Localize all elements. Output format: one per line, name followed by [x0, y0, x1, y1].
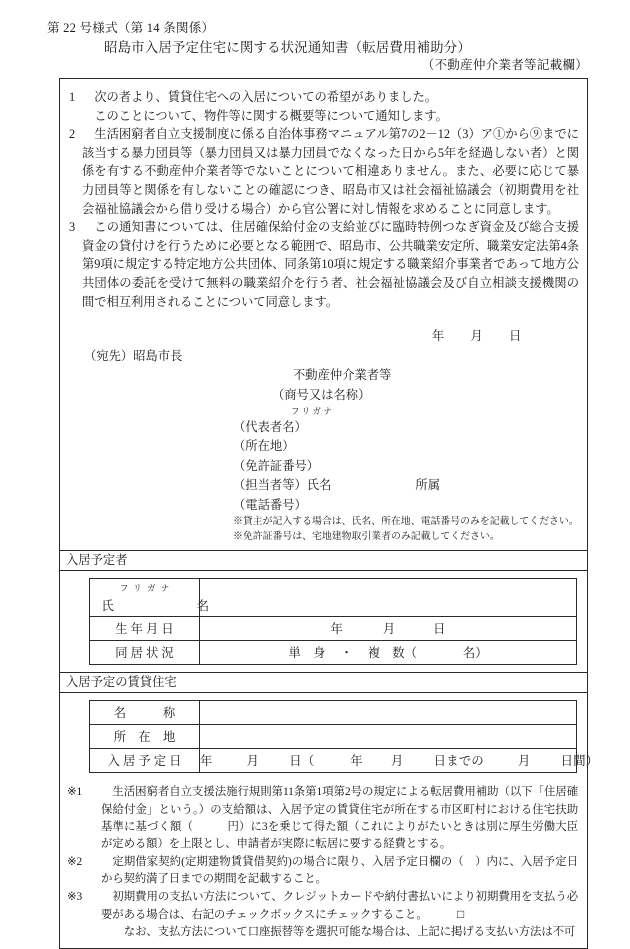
footnote-3	[67, 889, 578, 942]
clause-date-spacer	[60, 311, 587, 327]
living-multi-option[interactable]: 複 数（	[367, 645, 417, 660]
clause-2-text: 生活困窮者自立支援制度に係る自治体事務マニュアル第7の2－12（3）ア①から⑨までに該当する暴力団員等（暴力団員又は暴力団員でなくなった日から5年を経過しない者）と関係を有する不動産仲介業者等でないことについて相違ありません。また、必要に応じて暴力団員等と関係を有しないことの確認につき、昭島市又は社会福祉協議会（初期費用を社会福祉協議会から借り受ける場合）から官公署に対し情報を求めることに同意します。	[82, 127, 579, 216]
agent-rep-label: （代表者名）	[233, 419, 307, 434]
table-row	[90, 725, 577, 749]
movein-until-label: 日までの	[433, 753, 485, 768]
clause-1	[60, 88, 587, 125]
living-separator: ・	[340, 645, 353, 660]
clause-1-line-2: このことについて、物件等に関する概要等について通知します。	[94, 108, 448, 123]
date-line	[60, 327, 587, 346]
resident-name-label-cell	[90, 579, 221, 617]
table-row	[90, 701, 577, 725]
agent-furigana-label: フリガナ	[291, 406, 335, 416]
agent-phone-label: （電話番号）	[233, 497, 307, 512]
section-band-housing: 入居予定の賃貸住宅	[60, 672, 587, 693]
housing-movein-value[interactable]	[200, 749, 599, 773]
clause-1-line-1: 次の者より、賃貸住宅への入居についての希望がありました。	[94, 90, 437, 104]
resident-name-label: 氏 名	[101, 599, 221, 614]
movein-month3-label: 月	[518, 753, 531, 768]
clause-3-number: 3	[69, 220, 76, 235]
resident-living-value[interactable]	[200, 641, 577, 665]
date-month-label: 月	[470, 329, 483, 344]
dob-year-label: 年	[330, 621, 343, 636]
footnote-1	[67, 784, 578, 854]
agent-company-label: （商号又は名称）	[272, 387, 371, 402]
table-row	[90, 749, 577, 773]
housing-table	[89, 700, 599, 773]
dob-day-label: 日	[433, 621, 446, 636]
footnote-1-mark: ※1	[67, 786, 83, 799]
document-title: 昭島市入居予定住宅に関する状況通知書（転居費用補助分）	[104, 40, 471, 55]
clause-1-number: 1	[69, 90, 76, 104]
resident-table	[89, 578, 577, 665]
footnote-2-paragraph: 定期借家契約(定期建物賃貸借契約)の場合に限り、入居予定日欄の（ ）内に、入居予定日から契約満了日までの期間を記載すること。	[101, 855, 578, 886]
movein-month2-label: 月	[391, 753, 404, 768]
dob-month-label: 月	[382, 621, 396, 636]
movein-year-label: 年	[200, 753, 213, 768]
document-subtitle: （不動産仲介業者等記載欄）	[421, 58, 588, 72]
agent-note-1: ※貸主が記入する場合は、氏名、所在地、電話番号のみを記載してください。	[233, 515, 579, 527]
resident-dob-label: 生 年 月 日	[90, 617, 200, 641]
date-day-label: 日	[509, 329, 522, 344]
living-count-unit: 名）	[462, 645, 488, 660]
housing-table-wrap	[60, 693, 599, 780]
section-band-resident: 入居予定者	[60, 550, 587, 571]
date-year-label: 年	[432, 329, 445, 344]
agent-note-2: ※免許証番号は、宅地建物取引業者のみ記載してください。	[233, 530, 500, 542]
clause-2	[60, 125, 587, 218]
agent-person-row	[233, 476, 587, 495]
resident-dob-value[interactable]	[200, 617, 577, 641]
top-spacer	[60, 79, 587, 88]
clause-1-body	[82, 88, 579, 125]
clause-3-body	[82, 218, 579, 311]
movein-month-label: 月	[246, 753, 260, 768]
footnote-3-text	[101, 889, 578, 942]
movein-day-label: 日（	[289, 753, 315, 768]
resident-table-wrap	[60, 571, 587, 672]
housing-name-value[interactable]	[200, 701, 577, 725]
footnote-2-mark: ※2	[67, 855, 83, 868]
table-row	[90, 641, 577, 665]
resident-furigana-label: フリガナ	[119, 584, 175, 594]
footnote-3-sentence: 初期費用の支払い方法について、クレジットカードや納付書払いにより初期費用を支払う必要がある場合は、右記のチェックボックスにチェックすること。	[101, 890, 578, 921]
footnote-1-paragraph: 生活困窮者自立支援法施行規則第11条第1項第2号の規定による転居費用補助（以下「住居確保給付金」という。）の支給額は、入居予定の賃貸住宅が所在する市区町村における住宅扶助基準に基づく額（ 円）に3を乗じて得た額（これによりがたいときは別に厚生労働大臣が定める額）を上限とし、申請者が実際に転居に要する経費とする。	[101, 786, 578, 851]
housing-movein-label: 入 居 予 定 日	[90, 749, 200, 773]
agent-affiliation-label: 所属	[415, 478, 440, 493]
form-number: 第 22 号様式（第 14 条関係）	[47, 21, 215, 35]
footnote-3-paragraph-2: なお、支払方法について口座振替等を選択可能な場合は、上記に掲げる支払い方法は不可	[123, 926, 576, 939]
movein-year2-label: 年	[350, 753, 364, 768]
movein-days-label: 日間）	[560, 753, 599, 768]
footnote-3-paragraph-1	[101, 889, 578, 925]
table-row	[90, 579, 577, 617]
footnote-2	[67, 854, 578, 889]
footnote-1-text	[101, 784, 578, 854]
resident-name-value[interactable]	[200, 579, 577, 617]
agent-heading: 不動産仲介業者等	[293, 368, 392, 383]
housing-name-label: 名 称	[90, 701, 200, 725]
table-row	[90, 617, 577, 641]
agent-address-label: （所在地）	[233, 439, 295, 454]
housing-address-value[interactable]	[200, 725, 577, 749]
agent-license-label: （免許証番号）	[233, 458, 320, 473]
agent-block	[60, 366, 587, 515]
main-frame	[59, 78, 599, 949]
agent-person-label: （担当者等）氏名	[233, 478, 332, 493]
resident-living-label: 同 居 状 況	[90, 641, 200, 665]
living-single-option[interactable]: 単 身	[288, 645, 326, 660]
housing-address-label: 所 在 地	[90, 725, 200, 749]
clause-3	[60, 218, 587, 311]
clause-2-number: 2	[69, 127, 76, 142]
addressee: （宛先）昭島市長	[84, 349, 183, 364]
footnote-2-text	[101, 854, 578, 889]
footnote-3-mark: ※3	[67, 890, 83, 903]
clause-3-text: この通知書については、住居確保給付金の支給並びに臨時特例つなぎ資金及び総合支援資金の貸付けを行うために必要となる範囲で、昭島市、公共職業安定所、職業安定法第4条第9項に規定する特定地方公共団体、同条第10項に規定する職業紹介事業者であって地方公共団体の委託を受けて無料の職業紹介を行う者、社会福祉協議会及び自立相談支援機関の間で相互利用されることについて同意します。	[82, 220, 579, 309]
footnotes	[60, 780, 587, 948]
clause-2-body	[82, 125, 579, 218]
payment-method-checkbox[interactable]: □	[457, 907, 465, 921]
